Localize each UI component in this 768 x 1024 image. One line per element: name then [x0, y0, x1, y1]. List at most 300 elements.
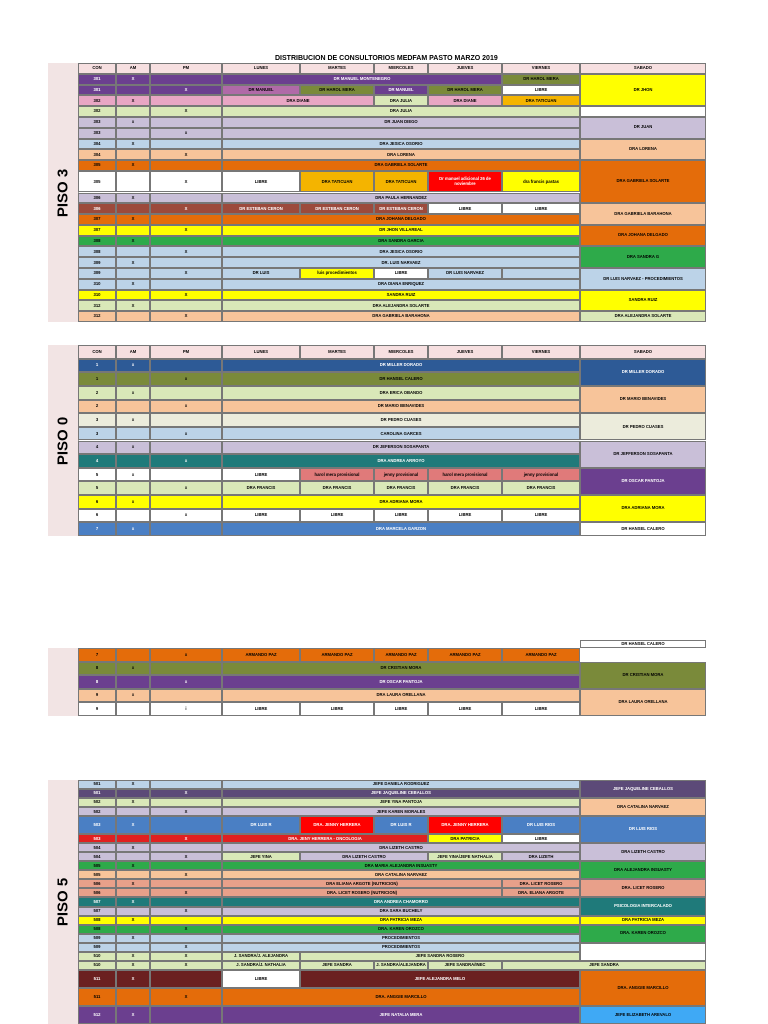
room-number-cell: 304 — [78, 139, 116, 150]
pm-shift-cell: X — [150, 961, 222, 970]
pm-shift-cell: X — [150, 907, 222, 916]
assignment-cell: J. SANDRA/J. NATHALIA — [222, 961, 300, 970]
am-shift-cell — [116, 128, 150, 139]
am-shift-cell — [116, 85, 150, 96]
pm-shift-cell: X — [150, 268, 222, 279]
pm-shift-cell — [150, 522, 222, 536]
pm-shift-cell: x — [150, 372, 222, 386]
assignment-cell: DRA LAURA ORELLANA — [222, 689, 580, 703]
pm-shift-cell: X — [150, 789, 222, 798]
am-shift-cell — [116, 400, 150, 414]
column-header: LUNES — [222, 345, 300, 359]
pm-shift-cell — [150, 386, 222, 400]
pm-shift-cell — [150, 861, 222, 870]
am-shift-cell: x — [116, 689, 150, 703]
room-number-cell: 501 — [78, 780, 116, 789]
room-number-cell: 507 — [78, 897, 116, 906]
assignment-cell: LIBRE — [428, 509, 502, 523]
room-number-cell: 312 — [78, 311, 116, 322]
room-number-cell: 504 — [78, 852, 116, 861]
room-number-cell: 2 — [78, 400, 116, 414]
room-number-cell: 303 — [78, 117, 116, 128]
assignment-cell: DRA SANDRA GARCIA — [222, 236, 580, 247]
pm-shift-cell: i — [150, 702, 222, 716]
assignment-cell: DRA FRANCIS — [374, 481, 428, 495]
assignment-cell: JEFE SANDRA/INEC — [428, 961, 502, 970]
assignment-cell: ARMANDO PAZ — [222, 648, 300, 662]
saturday-assignment-cell — [580, 943, 706, 961]
saturday-assignment-cell: DRA PATRICIA MEZA — [580, 916, 706, 925]
am-shift-cell: x — [116, 359, 150, 373]
saturday-assignment-cell: DRA LAURA ORELLANA — [580, 689, 706, 716]
pm-shift-cell — [150, 879, 222, 888]
assignment-cell: DRA LIZETH CASTRO — [300, 852, 428, 861]
assignment-cell: luis procedimientos — [300, 268, 374, 279]
room-number-cell: 5 — [78, 481, 116, 495]
room-number-cell: 3 — [78, 427, 116, 441]
assignment-cell: DRA ELIANA ARGOTE (NUTRICION) — [222, 879, 502, 888]
floor-block — [48, 345, 706, 536]
assignment-cell: DR ESTEBAN CERON — [374, 203, 428, 214]
room-number-cell: 307 — [78, 225, 116, 236]
assignment-cell: JEFE SANDRA — [300, 961, 374, 970]
room-number-cell: 504 — [78, 843, 116, 852]
pm-shift-cell: X — [150, 311, 222, 322]
assignment-cell: JEFE SANDRA ROSERO — [300, 952, 580, 961]
room-number-cell: 511 — [78, 970, 116, 988]
column-header: PM — [150, 63, 222, 74]
room-number-cell: 2 — [78, 386, 116, 400]
am-shift-cell — [116, 149, 150, 160]
am-shift-cell — [116, 509, 150, 523]
am-shift-cell: x — [116, 413, 150, 427]
saturday-assignment-cell: DRA. LICET ROSERO — [580, 879, 706, 897]
room-number-cell: 7 — [78, 648, 116, 662]
assignment-cell: jenny provisional — [502, 468, 580, 482]
pm-shift-cell — [150, 257, 222, 268]
pm-shift-cell: x — [150, 648, 222, 662]
column-header: VIERNES — [502, 345, 580, 359]
pm-shift-cell: x — [150, 454, 222, 468]
column-header: MARTES — [300, 63, 374, 74]
assignment-cell: DR JUAN DIEGO — [222, 117, 580, 128]
floor-label: PISO 0 — [54, 416, 72, 465]
room-number-cell: 3 — [78, 413, 116, 427]
assignment-cell: DRA FRANCIS — [222, 481, 300, 495]
assignment-cell: harol mera provisional — [300, 468, 374, 482]
schedule-row — [78, 961, 706, 970]
pm-shift-cell: x — [150, 400, 222, 414]
assignment-cell — [502, 268, 580, 279]
am-shift-cell — [116, 203, 150, 214]
am-shift-cell: X — [116, 236, 150, 247]
assignment-cell: DRA. JENNY HERRERA — [300, 816, 374, 834]
assignment-cell: ARMANDO PAZ — [300, 648, 374, 662]
assignment-cell: DRA GABRIELA SOLARTE — [222, 160, 580, 171]
saturday-assignment-cell: DR MARIO BENAVIDES — [580, 386, 706, 413]
assignment-cell: DR LUIS NARVAEZ — [428, 268, 502, 279]
floor-block — [48, 640, 706, 716]
assignment-cell: DRA. ELIANA ARGOTE — [502, 888, 580, 897]
room-number-cell: 502 — [78, 807, 116, 816]
room-number-cell: 7 — [78, 522, 116, 536]
room-number-cell: 310 — [78, 279, 116, 290]
room-number-cell: 8 — [78, 662, 116, 676]
am-shift-cell — [116, 852, 150, 861]
column-header: MARTES — [300, 345, 374, 359]
saturday-assignment-cell: DR LUIS RIOS — [580, 816, 706, 843]
assignment-cell: DRA. JENNY HERRERA — [428, 816, 502, 834]
pm-shift-cell: X — [150, 834, 222, 843]
pm-shift-cell: x — [150, 128, 222, 139]
pm-shift-cell — [150, 236, 222, 247]
room-number-cell: 503 — [78, 816, 116, 834]
pm-shift-cell — [150, 897, 222, 906]
assignment-cell: DR JHON VILLAREAL — [222, 225, 580, 236]
am-shift-cell: X — [116, 879, 150, 888]
column-header: SABADO — [580, 63, 706, 74]
assignment-cell: DRA PATRICIA — [428, 834, 502, 843]
pm-shift-cell — [150, 413, 222, 427]
assignment-cell: DR HAROL MERA — [300, 85, 374, 96]
pm-shift-cell — [150, 934, 222, 943]
assignment-cell: DRA LIZETH CASTRO — [222, 843, 580, 852]
am-shift-cell: X — [116, 798, 150, 807]
am-shift-cell: X — [116, 934, 150, 943]
column-header: MIERCOLES — [374, 63, 428, 74]
pm-shift-cell: X — [150, 943, 222, 952]
pm-shift-cell: X — [150, 925, 222, 934]
assignment-cell: JEFE DANIELA RODRIGUEZ — [222, 780, 580, 789]
am-shift-cell — [116, 925, 150, 934]
assignment-cell: DRA DIANA ENRIQUEZ — [222, 279, 580, 290]
pm-shift-cell — [150, 1006, 222, 1024]
assignment-cell: LIBRE — [300, 509, 374, 523]
am-shift-cell — [116, 789, 150, 798]
assignment-cell: DRA PATRICIA MEZA — [222, 916, 580, 925]
schedule-grid — [78, 345, 706, 536]
am-shift-cell — [116, 807, 150, 816]
room-number-cell: 512 — [78, 1006, 116, 1024]
floor-label-bar — [48, 63, 79, 322]
assignment-cell: DRA ANDREA CHAMORRO — [222, 897, 580, 906]
am-shift-cell — [116, 246, 150, 257]
saturday-assignment-cell: DR LUIS NARVAEZ - PROCEDIMIENTOS — [580, 268, 706, 290]
am-shift-cell: x — [116, 662, 150, 676]
am-shift-cell — [116, 943, 150, 952]
column-header: JUEVES — [428, 345, 502, 359]
pm-shift-cell: X — [150, 246, 222, 257]
assignment-cell: DRA JESICA OSORIO — [222, 139, 580, 150]
room-number-cell: 510 — [78, 952, 116, 961]
room-number-cell: 507 — [78, 907, 116, 916]
header-row — [78, 63, 706, 74]
pm-shift-cell: PM — [150, 345, 222, 359]
assignment-cell: DRA. KAREN OROZCO — [222, 925, 580, 934]
room-number-cell: 301 — [78, 74, 116, 85]
room-number-cell: 312 — [78, 300, 116, 311]
assignment-cell: JEFE KAREN MORALES — [222, 807, 580, 816]
assignment-cell: PROCEDIMIENTOS — [222, 934, 580, 943]
room-number-cell: 506 — [78, 879, 116, 888]
am-shift-cell: x — [116, 386, 150, 400]
assignment-cell: LIBRE — [222, 468, 300, 482]
room-number-cell: 309 — [78, 257, 116, 268]
saturday-assignment-cell: DRA ALEJANDRA INSUASTY — [580, 861, 706, 879]
saturday-assignment-cell: DRA CATALINA NARVAEZ — [580, 798, 706, 816]
am-shift-cell — [116, 907, 150, 916]
assignment-cell: DR MARIO BENAVIDES — [222, 400, 580, 414]
floor-label-bar — [48, 780, 79, 1024]
assignment-cell: LIBRE — [222, 970, 300, 988]
floor-label: PISO 3 — [54, 168, 72, 217]
pm-shift-cell: X — [150, 807, 222, 816]
am-shift-cell: X — [116, 279, 150, 290]
pm-shift-cell — [150, 780, 222, 789]
pm-shift-cell: x — [150, 675, 222, 689]
pm-shift-cell: X — [150, 870, 222, 879]
am-shift-cell: x — [116, 441, 150, 455]
header-row — [78, 345, 706, 359]
floor-label-bar — [48, 345, 79, 536]
assignment-cell: DRA LIZETH — [502, 852, 580, 861]
assignment-cell: LIBRE — [222, 509, 300, 523]
pm-shift-cell: X — [150, 85, 222, 96]
assignment-cell: DRA DIANE — [428, 95, 502, 106]
am-shift-cell: X — [116, 193, 150, 204]
saturday-assignment-cell: DR HANSEL CALERO — [580, 522, 706, 536]
assignment-cell: DRA CATALINA NARVAEZ — [222, 870, 580, 879]
assignment-cell: DRA JOHANA DELGADO — [222, 214, 580, 225]
assignment-cell: DRA JULIA — [374, 95, 428, 106]
pm-shift-cell: X — [150, 290, 222, 301]
am-shift-cell: x — [116, 117, 150, 128]
assignment-cell: DR ESTEBAN CERON — [222, 203, 300, 214]
document-title: DISTRIBUCION DE CONSULTORIOS MEDFAM PASTO MARZO 2019 — [275, 55, 498, 62]
am-shift-cell: X — [116, 961, 150, 970]
pm-shift-cell — [150, 95, 222, 106]
pm-shift-cell: X — [150, 203, 222, 214]
assignment-cell: DR LUIS R — [374, 816, 428, 834]
room-number-cell: 505 — [78, 861, 116, 870]
room-number-cell: 6 — [78, 509, 116, 523]
saturday-assignment-cell: SANDRA RUIZ — [580, 290, 706, 312]
room-number-cell: 310 — [78, 290, 116, 301]
room-number-cell: 308 — [78, 246, 116, 257]
assignment-cell: jenny provisional — [374, 468, 428, 482]
room-number-cell: 509 — [78, 934, 116, 943]
pm-shift-cell — [150, 970, 222, 988]
room-number-cell: 305 — [78, 171, 116, 193]
assignment-cell: DRA PAULA HERNANDEZ — [222, 193, 580, 204]
saturday-assignment-cell: DR JHON — [580, 74, 706, 106]
assignment-cell: J. SANDRA/J. ALEJANDRA — [222, 952, 300, 961]
assignment-cell: LIBRE — [502, 509, 580, 523]
assignment-cell: DR LUIS — [222, 268, 300, 279]
pm-shift-cell: X — [150, 888, 222, 897]
assignment-cell: DR MANUEL — [374, 85, 428, 96]
pm-shift-cell: X — [150, 171, 222, 193]
assignment-cell: DRA ADRIANA MORA — [222, 495, 580, 509]
assignment-cell: DRA FRANCIS — [502, 481, 580, 495]
floor-block — [48, 63, 706, 322]
assignment-cell: DR MILLER DORADO — [222, 359, 580, 373]
assignment-cell: DRA TATICUAN — [300, 171, 374, 193]
am-shift-cell — [116, 481, 150, 495]
pm-shift-cell — [150, 139, 222, 150]
am-shift-cell: X — [116, 897, 150, 906]
assignment-cell: JEFE JAQUELINE CEBALLOS — [222, 789, 580, 798]
am-shift-cell — [116, 454, 150, 468]
am-shift-cell: X — [116, 1006, 150, 1024]
assignment-cell: DRA SARA BUCHELY — [222, 907, 580, 916]
assignment-cell: DRA JULIA — [222, 106, 580, 117]
am-shift-cell: X — [116, 300, 150, 311]
am-shift-cell — [116, 702, 150, 716]
assignment-cell: harol mera provisional — [428, 468, 502, 482]
pm-shift-cell — [150, 843, 222, 852]
room-number-cell: 1 — [78, 372, 116, 386]
pm-shift-cell — [150, 798, 222, 807]
assignment-cell: LIBRE — [222, 702, 300, 716]
am-shift-cell: x — [116, 522, 150, 536]
am-shift-cell: X — [116, 780, 150, 789]
assignment-cell: DRA JESICA OSORIO — [222, 246, 580, 257]
saturday-assignment-cell: DR MILLER DORADO — [580, 359, 706, 386]
room-number-cell: 508 — [78, 925, 116, 934]
room-number-cell: 506 — [78, 888, 116, 897]
saturday-assignment-cell: DRA ADRIANA MORA — [580, 495, 706, 522]
assignment-cell: DR HANSEL CALERO — [222, 372, 580, 386]
assignment-cell: LIBRE — [374, 509, 428, 523]
saturday-assignment-cell: DRA. KAREN OROZCO — [580, 925, 706, 943]
column-header: MIERCOLES — [374, 345, 428, 359]
room-number-cell: 4 — [78, 454, 116, 468]
assignment-cell: DRA DIANE — [222, 95, 374, 106]
pm-shift-cell: X — [150, 225, 222, 236]
am-shift-cell: x — [116, 468, 150, 482]
column-header: VIERNES — [502, 63, 580, 74]
am-shift-cell: X — [116, 816, 150, 834]
room-number-cell: 511 — [78, 988, 116, 1006]
am-shift-cell — [116, 225, 150, 236]
am-shift-cell: X — [116, 257, 150, 268]
floor-block — [48, 780, 706, 1024]
am-shift-cell — [116, 648, 150, 662]
am-shift-cell — [116, 988, 150, 1006]
saturday-assignment-cell: DR CRISTIAN MORA — [580, 662, 706, 689]
assignment-cell: LIBRE — [300, 702, 374, 716]
room-number-cell: 5 — [78, 468, 116, 482]
pm-shift-cell: X — [150, 988, 222, 1006]
am-shift-cell — [116, 290, 150, 301]
saturday-assignment-cell: JEFE ELIZABETH AREVALO — [580, 1006, 706, 1024]
assignment-cell: LIBRE — [222, 171, 300, 193]
am-shift-cell — [116, 171, 150, 193]
room-number-cell: 503 — [78, 834, 116, 843]
assignment-cell: DRA ERICA OBANDO — [222, 386, 580, 400]
room-number-cell: 307 — [78, 214, 116, 225]
pm-shift-cell — [150, 193, 222, 204]
saturday-assignment-cell: DR HANSEL CALERO — [580, 640, 706, 648]
am-shift-cell — [116, 675, 150, 689]
assignment-cell: DR LUIS RIOS — [502, 816, 580, 834]
saturday-assignment-cell: PSICOLOGIA INTERCALADO — [580, 897, 706, 915]
pm-shift-cell: x — [150, 509, 222, 523]
pm-shift-cell — [150, 74, 222, 85]
saturday-assignment-cell: JEFE JAQUELINE CEBALLOS — [580, 780, 706, 798]
pm-shift-cell — [150, 160, 222, 171]
assignment-cell: dra francis pastas — [502, 171, 580, 193]
assignment-cell: DRA TATICUAN — [502, 95, 580, 106]
pm-shift-cell: X — [150, 149, 222, 160]
saturday-assignment-cell: DRA JOHANA DELGADO — [580, 225, 706, 247]
assignment-cell: JEFE YINA/JEFE NATHALIA — [428, 852, 502, 861]
assignment-cell: JEFE YINA PANTOJA — [222, 798, 580, 807]
column-header: CON — [78, 63, 116, 74]
am-shift-cell — [116, 268, 150, 279]
pm-shift-cell — [150, 441, 222, 455]
assignment-cell: DR MANUEL MONTENEGRO — [222, 74, 502, 85]
am-shift-cell: X — [116, 970, 150, 988]
pm-shift-cell — [150, 214, 222, 225]
room-number-cell: 6 — [78, 495, 116, 509]
assignment-cell: ARMANDO PAZ — [428, 648, 502, 662]
am-shift-cell: X — [116, 95, 150, 106]
assignment-cell: JEFE SANDRA — [502, 961, 706, 970]
am-shift-cell — [116, 888, 150, 897]
am-shift-cell: x — [116, 495, 150, 509]
pm-shift-cell: x — [150, 427, 222, 441]
assignment-cell: DR. LUIS NARVAEZ — [222, 257, 580, 268]
room-number-cell: 305 — [78, 160, 116, 171]
room-number-cell: 508 — [78, 916, 116, 925]
pm-shift-cell — [150, 468, 222, 482]
room-number-cell: 4 — [78, 441, 116, 455]
am-shift-cell: X — [116, 843, 150, 852]
room-number-cell: 509 — [78, 943, 116, 952]
pm-shift-cell: X — [150, 852, 222, 861]
assignment-cell: DRA. LICET ROSERO (NUTRICION) — [222, 888, 502, 897]
assignment-cell: DR HAROL MERA — [428, 85, 502, 96]
schedule-grid — [78, 640, 706, 716]
assignment-cell: JEFE YINA — [222, 852, 300, 861]
column-header: AM — [116, 63, 150, 74]
assignment-cell: DRA FRANCIS — [428, 481, 502, 495]
assignment-cell: DRA. ANGGIE MARCILLO — [222, 988, 580, 1006]
assignment-cell: JEFE ALEJANDRA MELO — [300, 970, 580, 988]
assignment-cell: DRA LORENA — [222, 149, 580, 160]
am-shift-cell — [116, 311, 150, 322]
am-shift-cell: X — [116, 952, 150, 961]
saturday-assignment-cell: DRA GABRIELA SOLARTE — [580, 160, 706, 203]
room-number-cell: 502 — [78, 798, 116, 807]
saturday-assignment-cell: DRA LORENA — [580, 139, 706, 161]
room-number-cell: 306 — [78, 203, 116, 214]
am-shift-cell — [116, 372, 150, 386]
assignment-cell: DR PEDRO CUASES — [222, 413, 580, 427]
room-number-cell: 308 — [78, 236, 116, 247]
assignment-cell: PROCEDIMIENTOS — [222, 943, 580, 952]
assignment-cell: DR OSCAR PANTOJA — [222, 675, 580, 689]
assignment-cell: Dr manuel adicional 26 de noviembre — [428, 171, 502, 193]
floor-label: PISO 5 — [54, 877, 72, 927]
am-shift-cell — [116, 870, 150, 879]
am-shift-cell: X — [116, 916, 150, 925]
schedule-row — [78, 648, 706, 662]
saturday-assignment-cell: DR JUAN — [580, 117, 706, 139]
pm-shift-cell — [150, 662, 222, 676]
